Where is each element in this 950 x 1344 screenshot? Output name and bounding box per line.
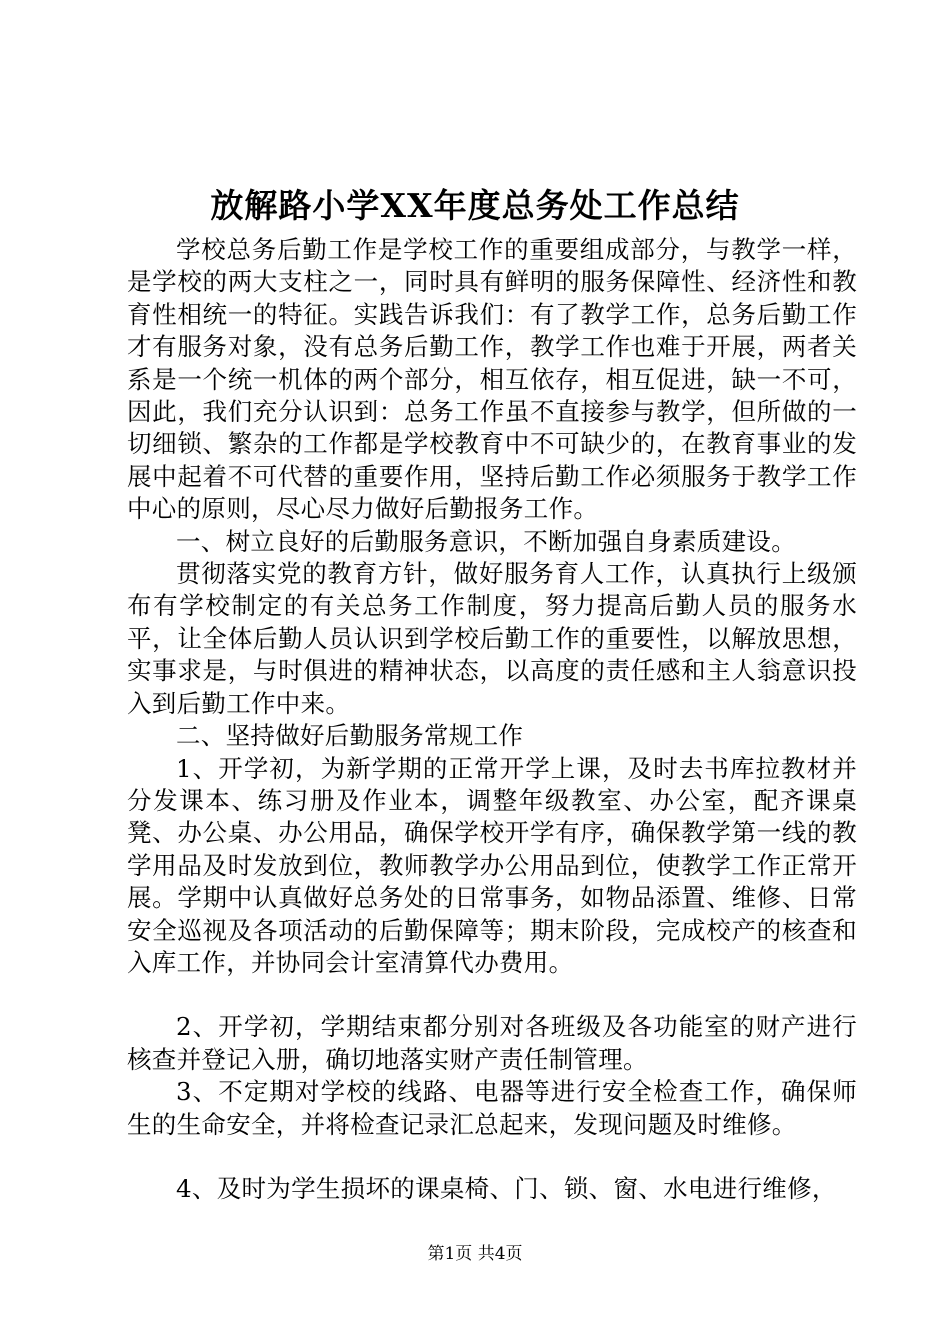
document-body	[127, 234, 857, 1205]
section-1-paragraph: 贯彻落实党的教育方针，做好服务育人工作，认真执行上级颁布有学校制定的有关总务工作制度，努力提高后勤人员的服务水平，让全体后勤人员认识到学校后勤工作的重要性，以解放思想，实事求是，与时俱进的精神状态，以高度的责任感和主人翁意识投入到后勤工作中来。	[127, 559, 857, 718]
intro-paragraph: 学校总务后勤工作是学校工作的重要组成部分，与教学一样，是学校的两大支柱之一，同时具有鲜明的服务保障性、经济性和教育性相统一的特征。实践告诉我们：有了教学工作，总务后勤工作才有服务对象，没有总务后勤工作，教学工作也难于开展，两者关系是一个统一机体的两个部分，相互依存，相互促进，缺一不可，因此，我们充分认识到：总务工作虽不直接参与教学，但所做的一切细锁、繁杂的工作都是学校教育中不可缺少的，在教育事业的发展中起着不可代替的重要作用，坚持后勤工作必须服务于教学工作中心的原则，尽心尽力做好后勤报务工作。	[127, 235, 857, 524]
page-number-footer: 第1页 共4页	[427, 1244, 523, 1264]
document-title: 放解路小学XX年度总务处工作总结	[210, 186, 740, 225]
section-heading-2: 二、坚持做好后勤服务常规工作	[176, 721, 524, 751]
section-heading-1: 一、树立良好的后勤服务意识，不断加强自身素质建设。	[176, 526, 796, 556]
item-1-paragraph: 1、开学初，为新学期的正常开学上课，及时去书库拉教材并分发课本、练习册及作业本，调整年级教室、办公室，配齐课桌凳、办公桌、办公用品，确保学校开学有序，确保教学第一线的教学用品及时发放到位，教师教学办公用品到位，使教学工作正常开展。学期中认真做好总务处的日常事务，如物品添置、维修、日常安全巡视及各项活动的后勤保障等；期末阶段，完成校产的核查和入库工作，并协同会计室清算代办费用。	[127, 753, 857, 977]
item-2-paragraph: 2、开学初，学期结束都分别对各班级及各功能室的财产进行核查并登记入册，确切地落实财产责任制管理。	[127, 1012, 857, 1074]
item-4-paragraph: 4、及时为学生损坏的课桌椅、门、锁、窗、水电进行维修，	[176, 1173, 837, 1203]
item-3-paragraph: 3、不定期对学校的线路、电器等进行安全检查工作，确保师生的生命安全，并将检查记录汇总起来，发现问题及时维修。	[127, 1077, 857, 1139]
